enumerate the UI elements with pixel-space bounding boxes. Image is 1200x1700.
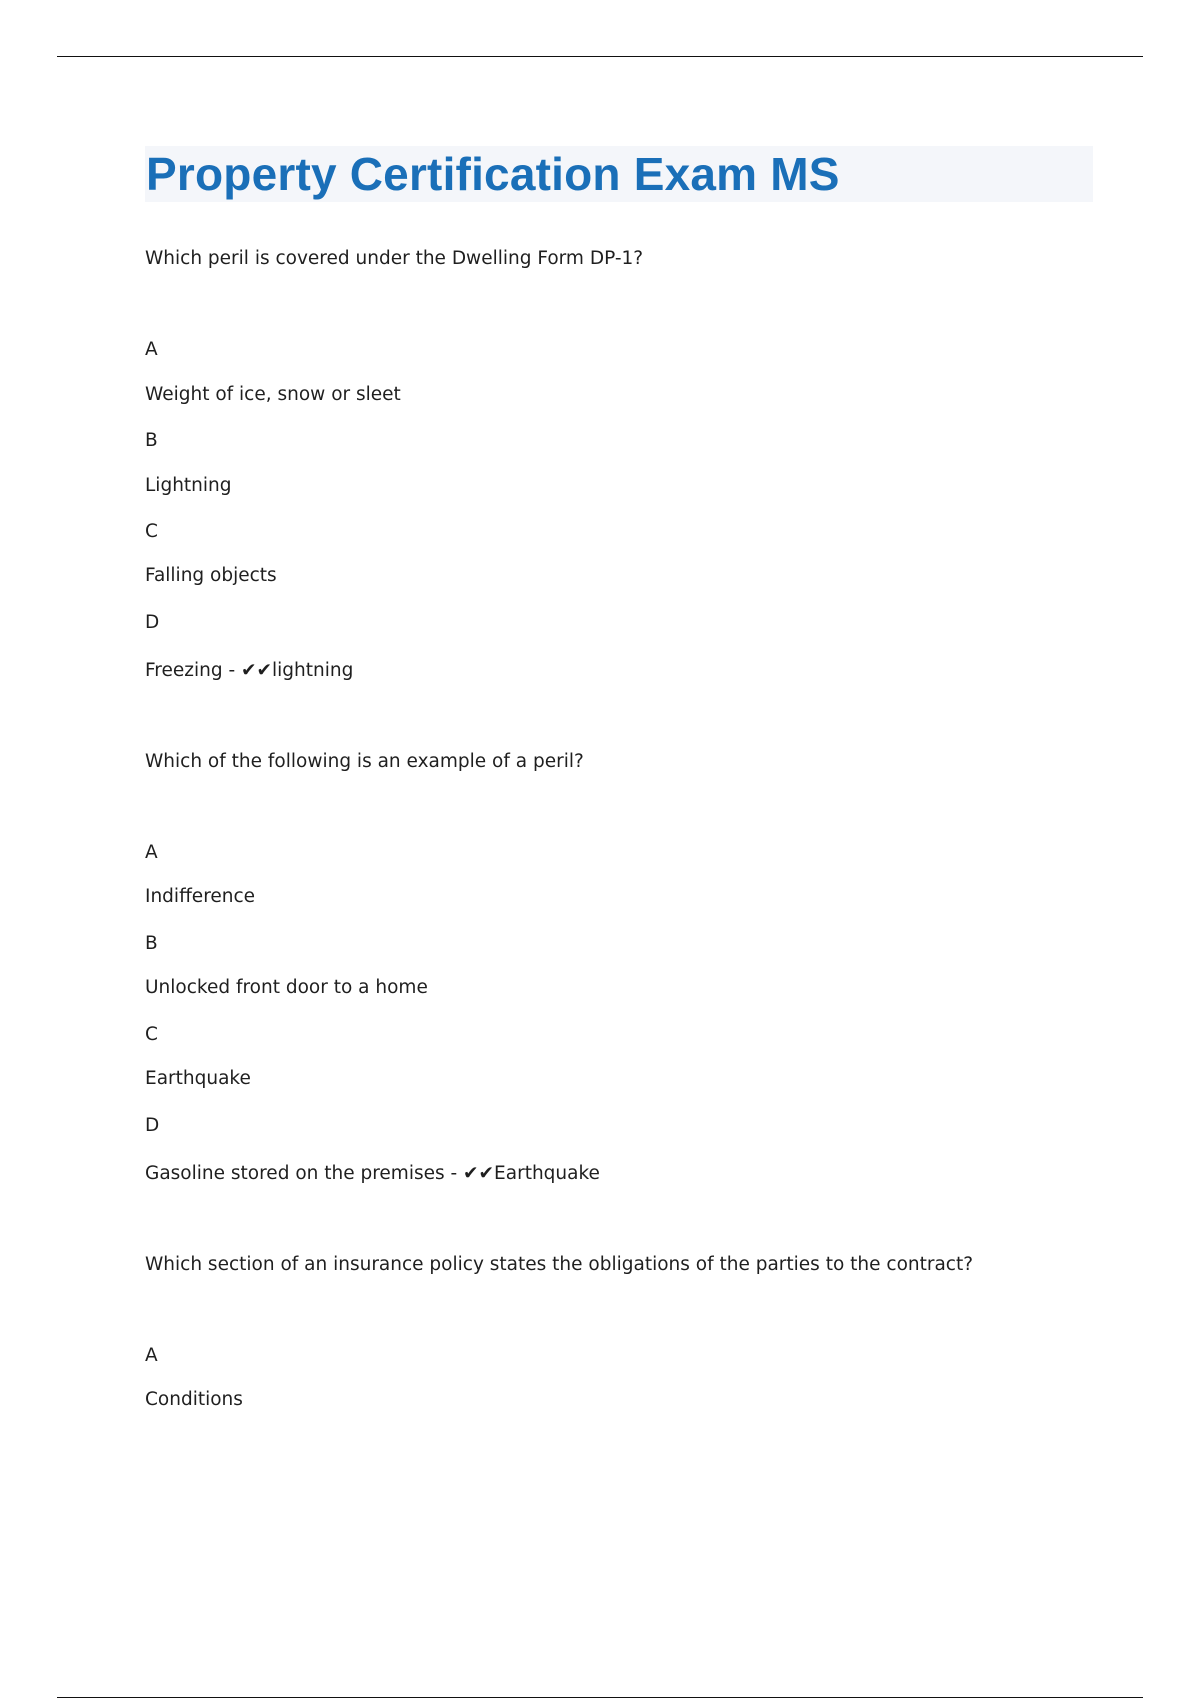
- question-1-option-c-text: Falling objects: [145, 565, 277, 586]
- question-1-option-d-text: Freezing - ✔✔lightning: [145, 660, 354, 681]
- question-2-option-d-text: Gasoline stored on the premises - ✔✔Earthquake: [145, 1163, 600, 1184]
- question-2-option-a-letter: A: [145, 842, 158, 863]
- footer-rule: [57, 1697, 1143, 1698]
- question-2-text: Which of the following is an example of a peril?: [145, 751, 584, 772]
- document-title: Property Certification Exam MS: [146, 148, 840, 200]
- question-1-option-a-letter: A: [145, 339, 158, 360]
- question-3-option-a-letter: A: [145, 1345, 158, 1366]
- question-3-text: Which section of an insurance policy states the obligations of the parties to the contract?: [145, 1254, 974, 1275]
- question-1-option-d-letter: D: [145, 612, 160, 633]
- title-band: [145, 146, 1093, 202]
- document-page: [145, 146, 1093, 1410]
- question-2-option-a-text: Indifference: [145, 886, 256, 907]
- question-1-text: Which peril is covered under the Dwelling Form DP-1?: [145, 248, 644, 269]
- question-2-option-b-letter: B: [145, 933, 158, 954]
- question-1-option-a-text: Weight of ice, snow or sleet: [145, 384, 401, 405]
- question-2-option-d-letter: D: [145, 1115, 160, 1136]
- question-2-option-c-text: Earthquake: [145, 1068, 251, 1089]
- question-1-option-b-letter: B: [145, 430, 158, 451]
- header-rule: [57, 56, 1143, 57]
- question-1-option-b-text: Lightning: [145, 475, 232, 496]
- question-2-option-c-letter: C: [145, 1024, 158, 1045]
- question-1-option-c-letter: C: [145, 521, 158, 542]
- question-3-option-a-text: Conditions: [145, 1389, 243, 1410]
- question-2-option-b-text: Unlocked front door to a home: [145, 977, 428, 998]
